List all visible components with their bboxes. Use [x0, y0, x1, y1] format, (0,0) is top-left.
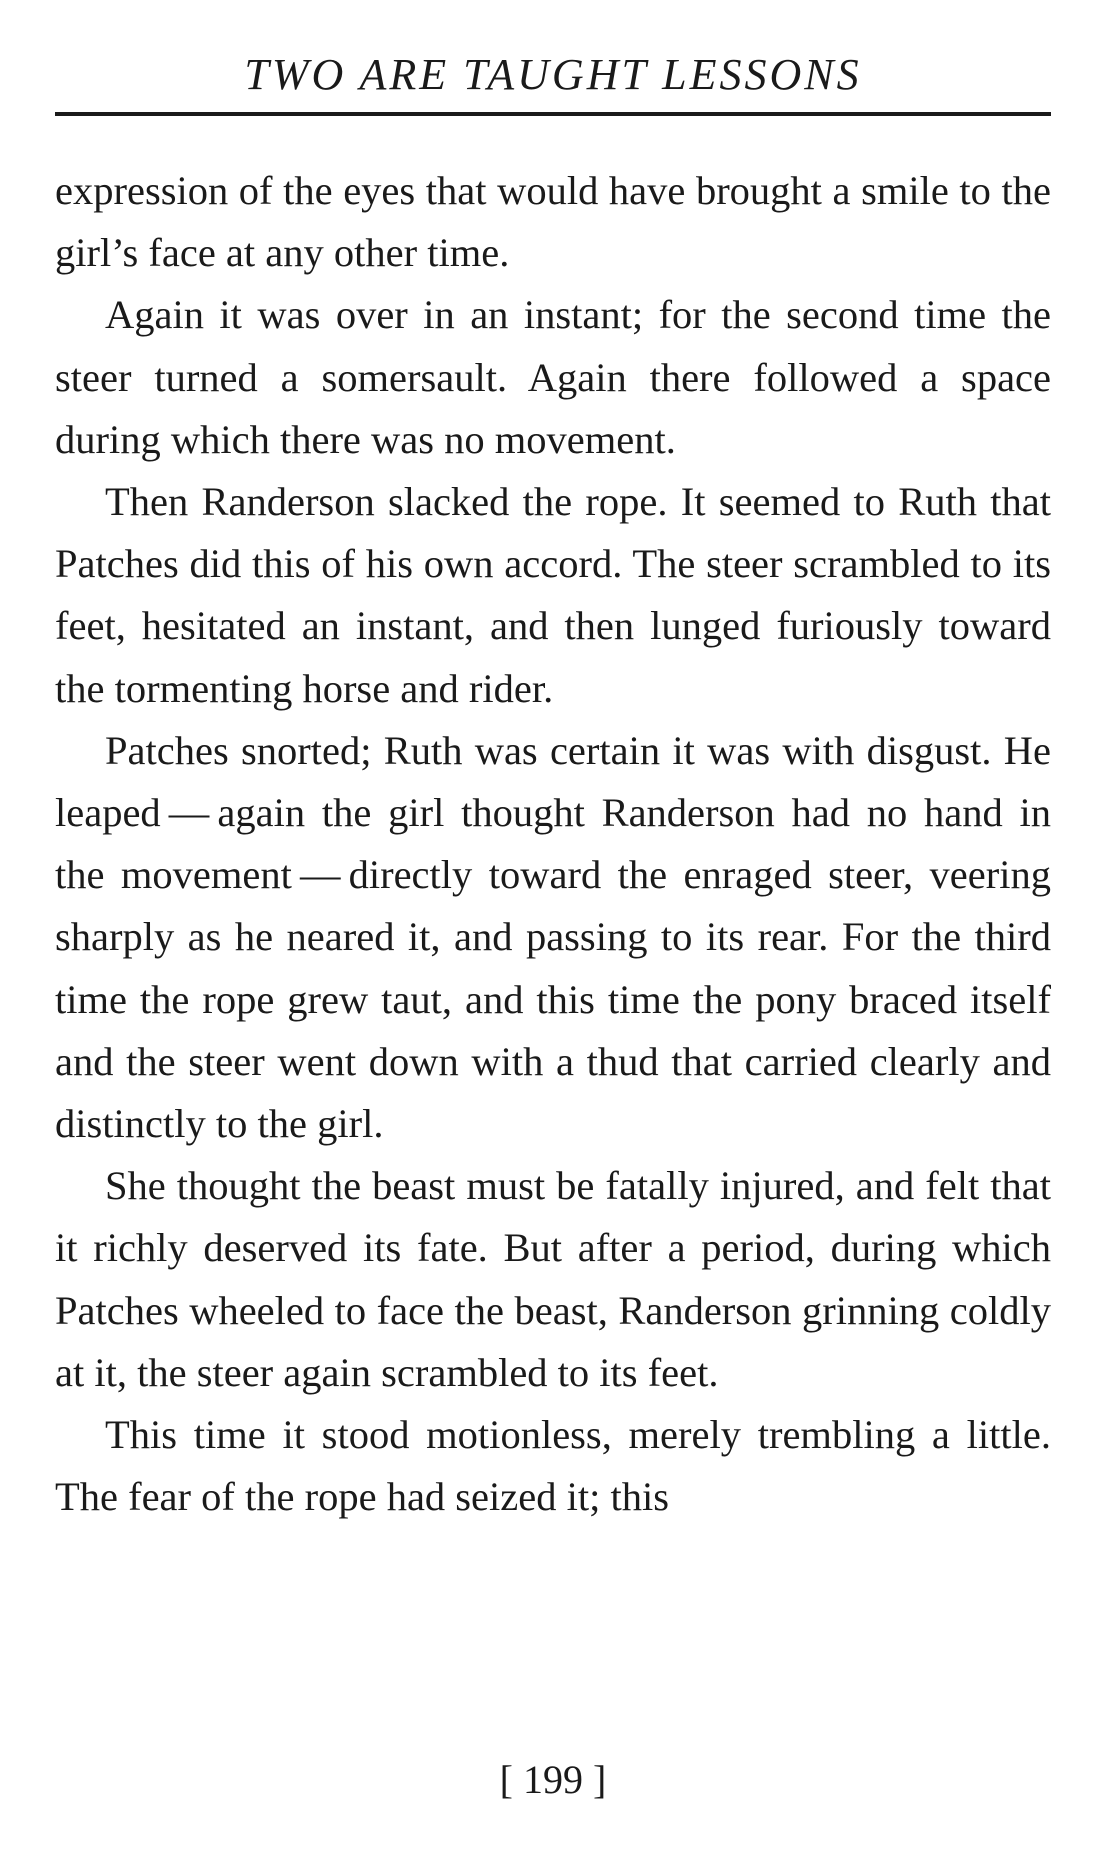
running-head: TWO ARE TAUGHT LESSONS [244, 50, 862, 99]
paragraph-continued: expression of the eyes that would have brought a smile to the girl’s face at any other time. [55, 168, 1051, 276]
header-rule [55, 112, 1051, 116]
page-number: [ 199 ] [499, 1757, 607, 1802]
paragraph: This time it stood motionless, merely trembling a little. The fear of the rope had seized it; this [55, 1412, 1051, 1520]
book-page [55, 0, 1051, 1862]
paragraph: Then Randerson slacked the rope. It seemed to Ruth that Patches did this of his own accord. The steer scrambled to its feet, hesitated an instant, and then lunged furiously toward the tormenting horse and rider. [55, 479, 1051, 711]
paragraph: She thought the beast must be fatally injured, and felt that it richly deserved its fate. But after a period, during which Patches wheeled to face the beast, Randerson grinning coldly at it, the steer again scrambled to its feet. [55, 1163, 1051, 1395]
paragraph: Again it was over in an instant; for the second time the steer turned a somersault. Again there followed a space during which there was no movement. [55, 292, 1051, 462]
body-text [55, 160, 1051, 1528]
paragraph: Patches snorted; Ruth was certain it was with disgust. He leaped — again the girl thought Randerson had no hand in the movement — directly toward the enraged steer, veering sharply as he neared it, and passing to its rear. For the third time the rope grew taut, and this time the pony braced itself and the steer went down with a thud that carried clearly and distinctly to the girl. [55, 727, 1051, 1147]
